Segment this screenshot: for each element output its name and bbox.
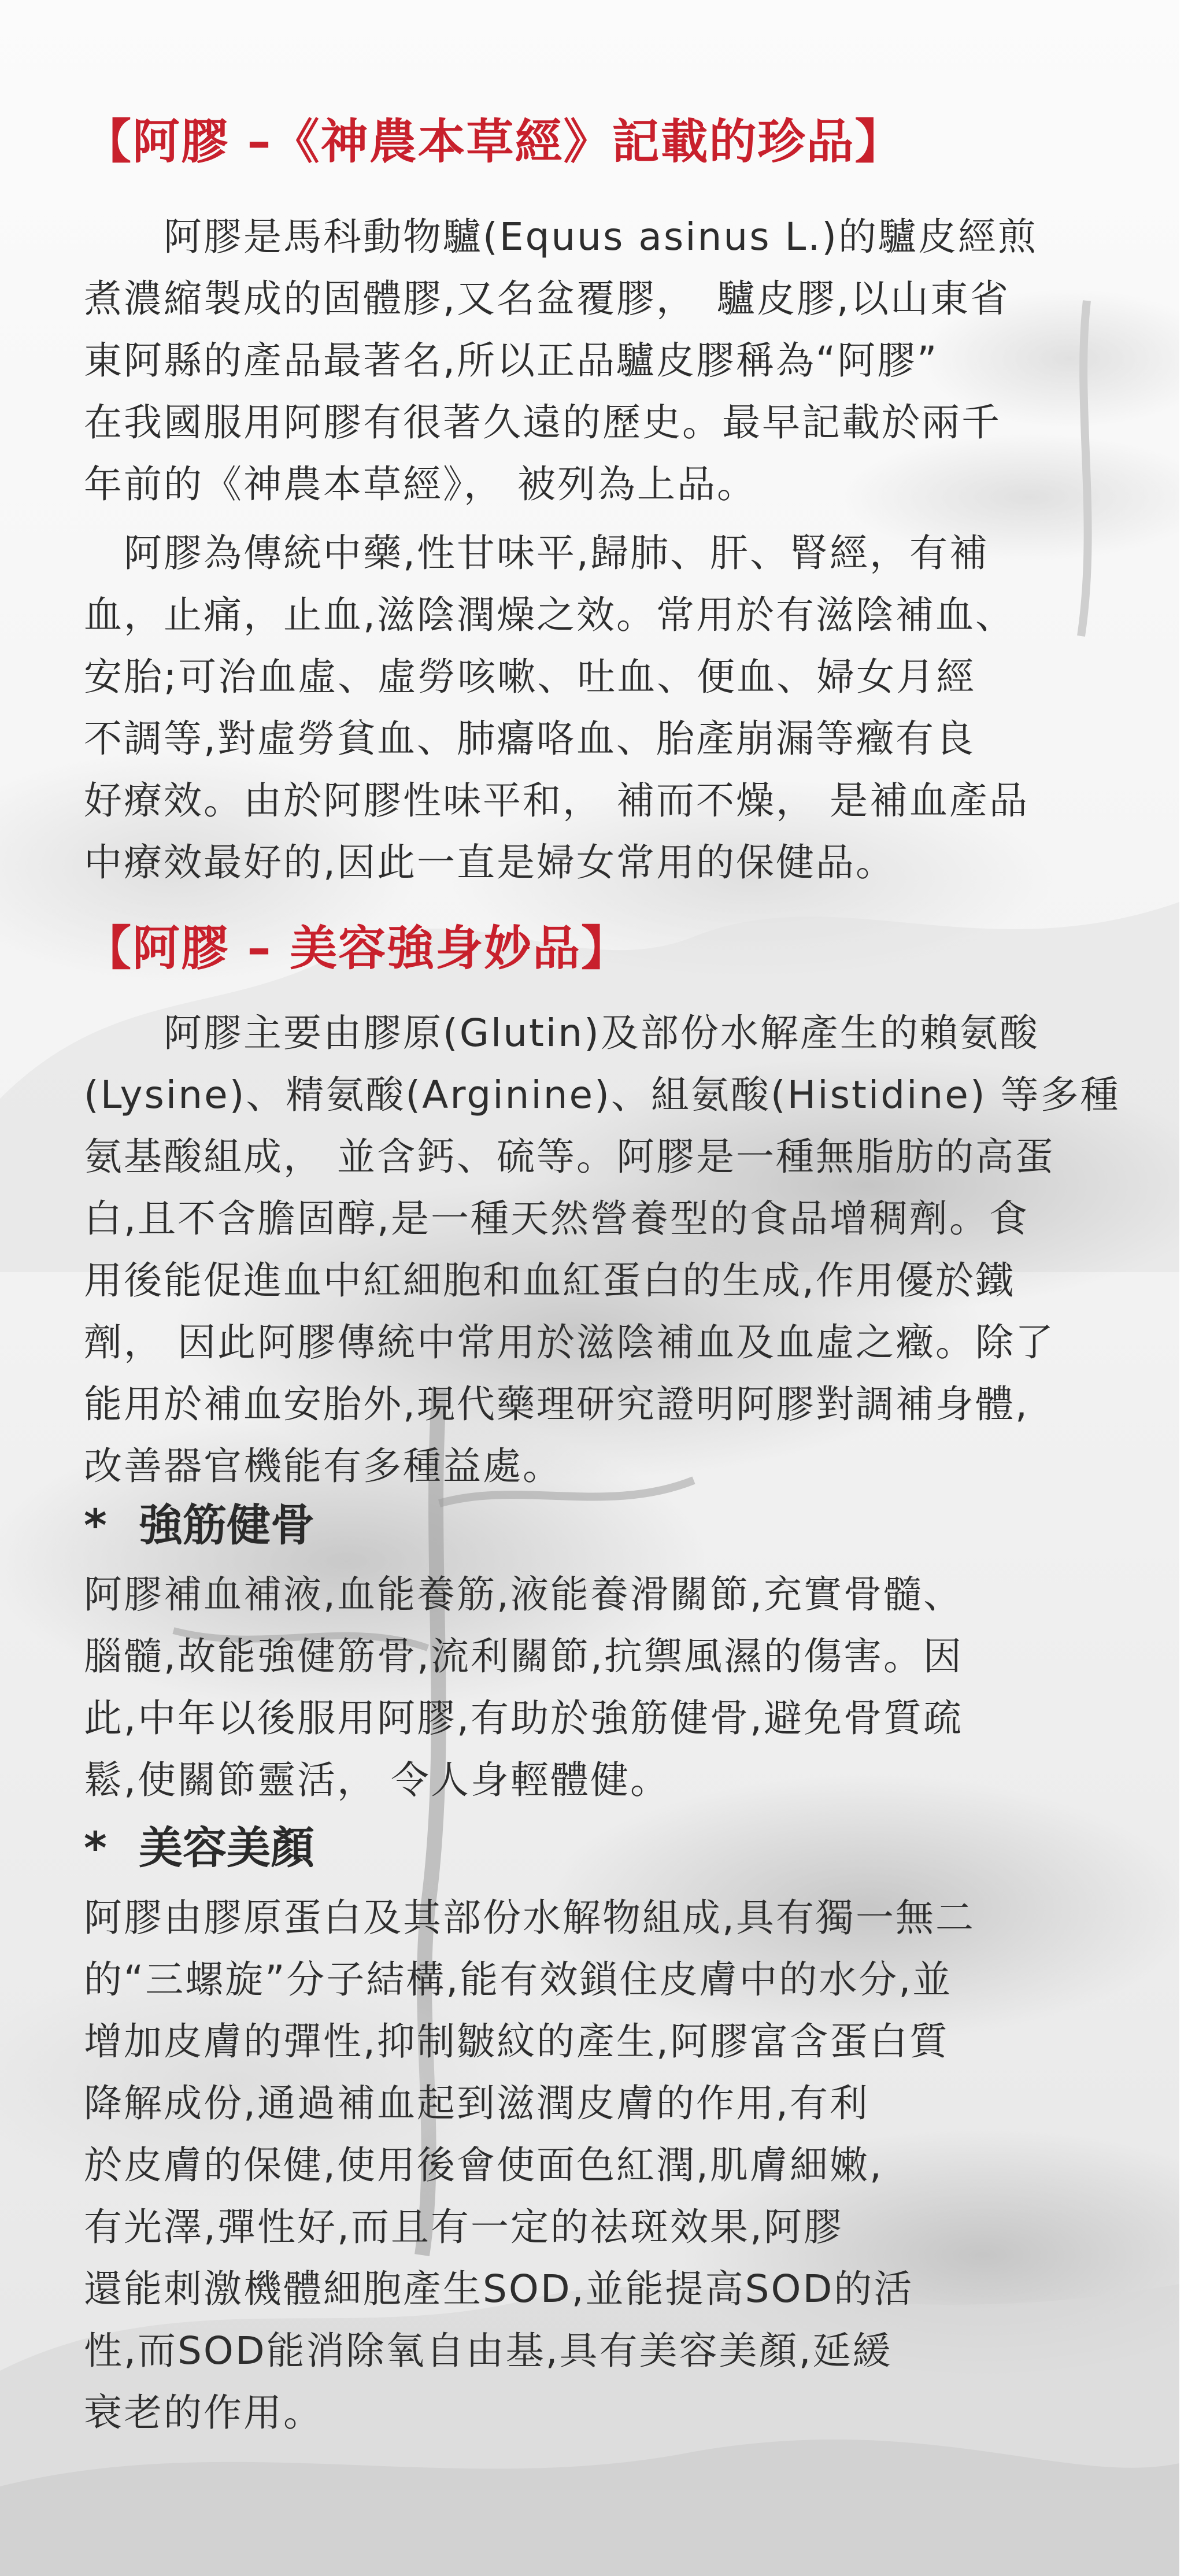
paragraph-beauty [84,1887,1130,2444]
text-line: 好療效。由於阿膠性味平和， 補而不燥， 是補血產品 [84,778,1029,823]
text-line: 中療效最好的,因此一直是婦女常用的保健品。 [84,840,895,885]
text-line: 在我國服用阿膠有很著久遠的歷史。最早記載於兩千 [84,400,1001,445]
text-line: 劑， 因此阿膠傳統中常用於滋陰補血及血虛之癥。除了 [84,1320,1055,1365]
bullet-star: * [84,1822,107,1873]
right-margin-strip [1179,0,1199,2576]
section-heading-shennong: 【阿膠 –《神農本草經》記載的珍品】 [84,114,904,169]
text-line: 有光澤,彈性好,而且有一定的祛斑效果,阿膠 [84,2205,843,2249]
subheading-title: 強筋健骨 [139,1499,314,1551]
text-line: 增加皮膚的彈性,抑制皺紋的產生,阿膠富含蛋白質 [84,2019,949,2064]
subheading-bones [84,1499,314,1551]
text-line: 血，止痛，止血,滋陰潤燥之效。常用於有滋陰補血、 [84,593,1015,637]
text-line: 東阿縣的產品最著名,所以正品驢皮膠稱為“阿膠” [84,338,939,383]
text-line: 白,且不含膽固醇,是一種天然營養型的食品增稠劑。食 [84,1196,1029,1241]
text-line: 阿膠主要由膠原(Glutin)及部份水解產生的賴氨酸 [84,1011,1039,1055]
text-line: 的“三螺旋”分子結構,能有效鎖住皮膚中的水分,並 [84,1957,953,2002]
text-line: 年前的《神農本草經》， 被列為上品。 [84,462,757,507]
text-line: 安胎;可治血虛、虛勞咳嗽、吐血、便血、婦女月經 [84,655,976,699]
paragraph-composition [84,1002,1130,1497]
subheading-beauty [84,1822,314,1873]
text-line: 阿膠由膠原蛋白及其部份水解物組成,具有獨一無二 [84,1895,975,1940]
bullet-star: * [84,1499,107,1551]
text-line: 降解成份,通過補血起到滋潤皮膚的作用,有利 [84,2081,869,2126]
text-line: 還能刺激機體細胞產生SOD,並能提高SOD的活 [84,2267,914,2311]
text-line: 阿膠補血補液,血能養筋,液能養滑關節,充實骨髓、 [84,1572,963,1617]
text-line: 衰老的作用。 [84,2390,323,2435]
text-line: 煮濃縮製成的固體膠,又名盆覆膠， 驢皮膠,以山東省 [84,276,1010,321]
text-line: (Lysine)、精氨酸(Arginine)、組氨酸(Histidine) 等多種 [84,1073,1120,1117]
section-heading-beauty: 【阿膠 – 美容強身妙品】 [84,921,630,976]
text-line: 氨基酸組成， 並含鈣、硫等。阿膠是一種無脂肪的高蛋 [84,1134,1055,1179]
text-line: 改善器官機能有多種益處。 [84,1444,563,1488]
text-line: 於皮膚的保健,使用後會使面色紅潤,肌膚細嫩, [84,2143,883,2187]
paragraph-properties [84,522,1130,893]
text-line: 鬆,使關節靈活， 令人身輕體健。 [84,1758,670,1802]
paragraph-bones [84,1564,1130,1811]
subheading-title: 美容美顏 [139,1822,314,1873]
text-line: 性,而SOD能消除氧自由基,具有美容美顏,延緩 [84,2329,893,2373]
text-line: 用後能促進血中紅細胞和血紅蛋白的生成,作用優於鐵 [84,1258,1015,1303]
text-line: 此,中年以後服用阿膠,有助於強筋健骨,避免骨質疏 [84,1696,963,1740]
text-line: 腦髓,故能強健筋骨,流利關節,抗禦風濕的傷害。因 [84,1634,963,1679]
text-line: 不調等,對虛勞貧血、肺癟咯血、胎產崩漏等癥有良 [84,716,975,761]
text-line: 能用於補血安胎外,現代藥理研究證明阿膠對調補身體, [84,1382,1029,1426]
text-line: 阿膠為傳統中藥,性甘味平,歸肺、肝、腎經，有補 [84,531,989,575]
paragraph-origin [84,206,1130,515]
text-line: 阿膠是馬科動物驢(Equus asinus L.)的驢皮經煎 [84,215,1038,259]
